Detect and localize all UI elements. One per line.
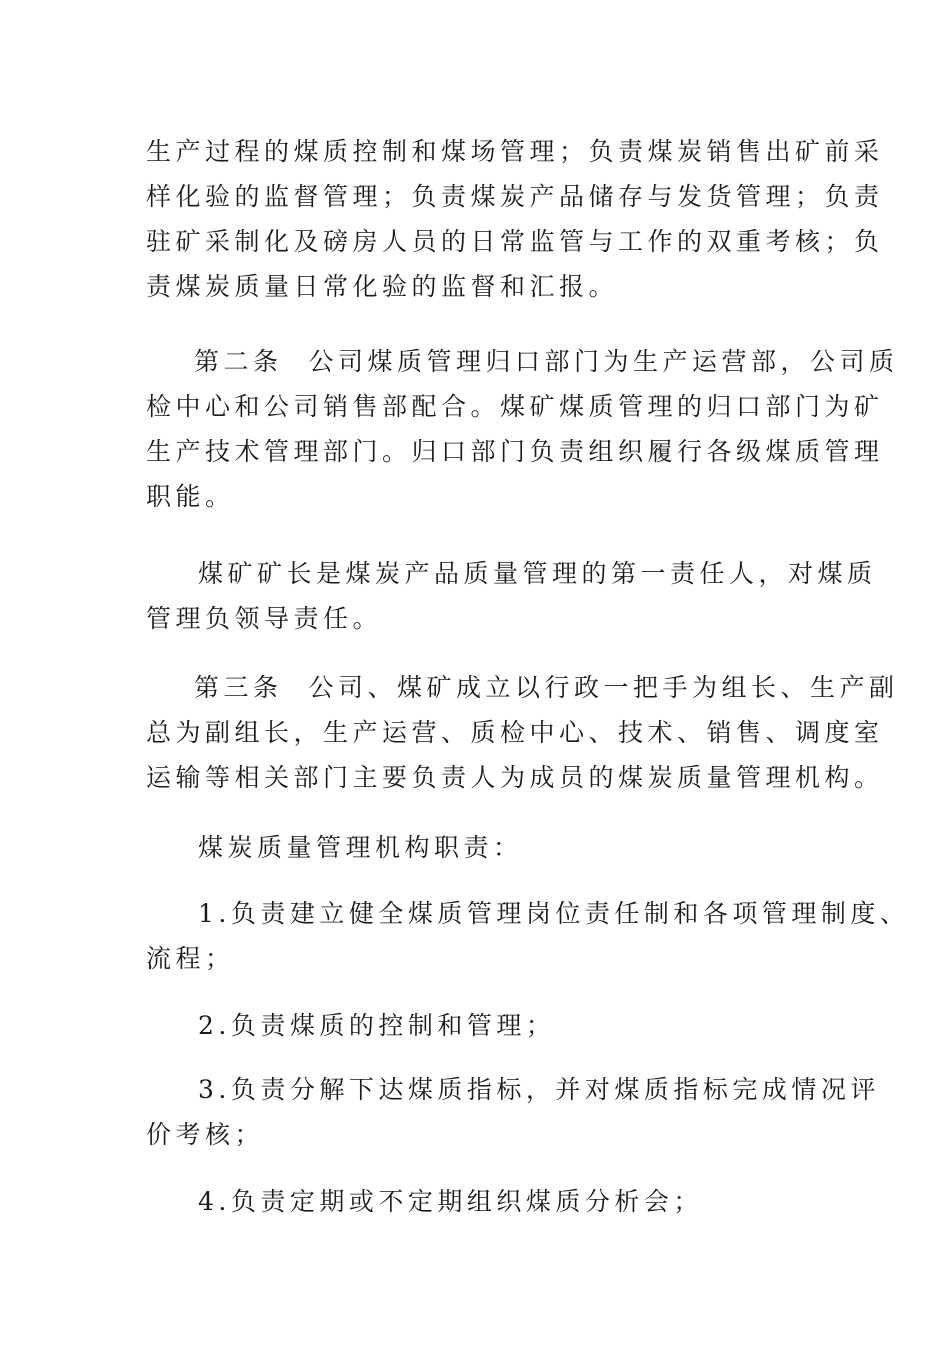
text-line: 2.负责煤质的控制和管理；	[198, 1011, 556, 1040]
text-line: 生产技术管理部门。归口部门负责组织履行各级煤质管理	[146, 437, 884, 466]
text-line: 煤矿矿长是煤炭产品质量管理的第一责任人，对煤质	[198, 559, 877, 588]
article-three	[146, 665, 899, 800]
text-line: 总为副组长，生产运营、质检中心、技术、销售、调度室	[146, 718, 884, 747]
text-line	[146, 665, 899, 710]
text-line: 检中心和公司销售部配合。煤矿煤质管理的归口部门为矿	[146, 392, 884, 421]
list-item-3	[146, 1067, 880, 1157]
article-label: 第二条	[194, 347, 283, 376]
text-line: 生产过程的煤质控制和煤场管理；负责煤炭销售出矿前采	[146, 137, 884, 166]
text-line: 煤炭质量管理机构职责：	[198, 833, 523, 862]
text-line: 驻矿采制化及磅房人员的日常监管与工作的双重考核；负	[146, 227, 884, 256]
list-item-2	[146, 1003, 808, 1048]
paragraph-continuation	[146, 129, 884, 309]
article-text: 公司、煤矿成立以行政一把手为组长、生产副	[308, 673, 899, 702]
text-line: 责煤炭质量日常化验的监督和汇报。	[146, 272, 619, 301]
text-line: 4.负责定期或不定期组织煤质分析会；	[198, 1187, 703, 1216]
article-two	[146, 339, 899, 519]
text-line: 价考核；	[146, 1120, 265, 1149]
paragraph-mine-director	[146, 551, 877, 641]
text-line: 职能。	[146, 482, 235, 511]
text-line: 样化验的监督管理；负责煤炭产品储存与发货管理；负责	[146, 182, 884, 211]
list-item-4	[146, 1179, 808, 1224]
text-line: 流程；	[146, 944, 235, 973]
text-line: 1.负责建立健全煤质管理岗位责任制和各项管理制度、	[198, 899, 910, 928]
text-line: 管理负领导责任。	[146, 604, 383, 633]
text-line: 3.负责分解下达煤质指标，并对煤质指标完成情况评	[198, 1075, 880, 1104]
text-line: 运输等相关部门主要负责人为成员的煤炭质量管理机构。	[146, 763, 884, 792]
paragraph-duties-heading	[146, 825, 808, 870]
article-label: 第三条	[194, 673, 283, 702]
article-text: 公司煤质管理归口部门为生产运营部，公司质	[308, 347, 899, 376]
text-line	[146, 339, 899, 384]
list-item-1	[146, 891, 910, 981]
